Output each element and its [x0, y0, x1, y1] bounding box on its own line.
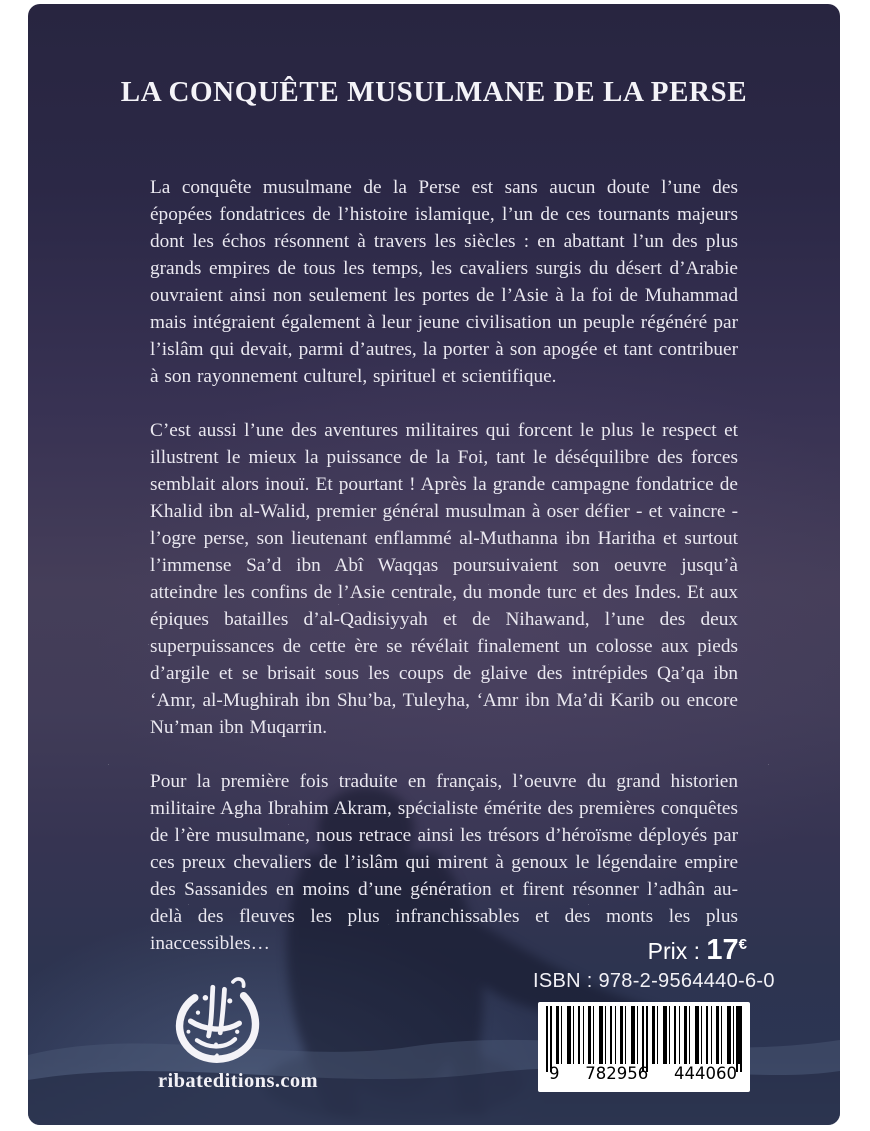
- price-amount: 17: [706, 934, 739, 966]
- back-cover-blurb: [150, 174, 738, 984]
- blurb-paragraph-1: La conquête musulmane de la Perse est sans aucun doute l’une des épopées fondatrices de l’histoire islamique, l’un de ces tournants majeurs dont les échos résonnent à travers les siècles : en abattant l’un des plus grands empires de tous les temps, les cavaliers surgis du désert d’Arabie ouvraient ainsi non seulement les portes de l’Asie à la foi de Muhammad mais intégraient également à leur jeune civilisation un peuple régénéré par l’islâm qui devait, parmi d’autres, la porter à son apogée et tant contribuer à son rayonnement culturel, spirituel et scientifique.: [150, 177, 738, 387]
- book-title: LA CONQUÊTE MUSULMANE DE LA PERSE: [120, 76, 748, 108]
- barcode-digit-left: 9: [546, 1065, 563, 1083]
- blurb-paragraph-2: C’est aussi l’une des aventures militaires qui forcent le plus le respect et illustrent le mieux la puissance de la Foi, tant le déséquilibre des forces semblait alors inouï. Et pourtant ! Après la grande campagne fondatrice de Khalid ibn al-Walid, premier général musulman à oser défier - et vaincre - l’ogre perse, son lieutenant enflammé al-Muthanna ibn Haritha et surtout l’immense Sa’d ibn Abî Waqqas poursuivaient son oeuvre jusqu’à atteindre les confins de l’Asie centrale, du monde turc et des Indes. Et aux épiques batailles d’al-Qadisiyyah et de Nihawand, l’une des deux superpuissances de cette ère se révélait finalement un colosse aux pieds d’argile et se brisait sous les coups de glaive des intrépides Qa’qa ibn ‘Amr, al-Mughirah ibn Shu’ba, Tuleyha, ‘Amr ibn Ma’di Karib ou encore Nu’man ibn Muqarrin.: [150, 420, 738, 738]
- price-label: Prix :: [647, 938, 700, 964]
- publisher-website: ribateditions.com: [158, 1070, 318, 1092]
- barcode-digits-mid: 782956: [582, 1065, 651, 1083]
- barcode-bars: [546, 1006, 742, 1064]
- barcode-digits-right: 444060: [671, 1065, 740, 1083]
- star-speckles-decor: [28, 4, 29, 5]
- price: [648, 934, 747, 967]
- isbn-number: ISBN : 978-2-9564440-6-0: [533, 970, 775, 992]
- ribat-editions-calligraphy-logo-icon: [163, 966, 269, 1072]
- ean13-barcode: [538, 1002, 750, 1092]
- barcode-digits: [546, 1064, 742, 1083]
- book-back-cover: [28, 4, 840, 1125]
- euro-sign: €: [738, 936, 747, 953]
- blurb-paragraph-3: Pour la première fois traduite en français, l’oeuvre du grand historien militaire Agha Ibrahim Akram, spécialiste émérite des premières conquêtes de l’ère musulmane, nous retrace ainsi les trésors d’héroïsme déployés par ces preux chevaliers de l’islâm qui mirent à genoux le légendaire empire des Sassanides en moins d’une génération et firent résonner l’adhân au-delà des fleuves les plus infranchissables et des monts les plus inaccessibles…: [150, 771, 738, 954]
